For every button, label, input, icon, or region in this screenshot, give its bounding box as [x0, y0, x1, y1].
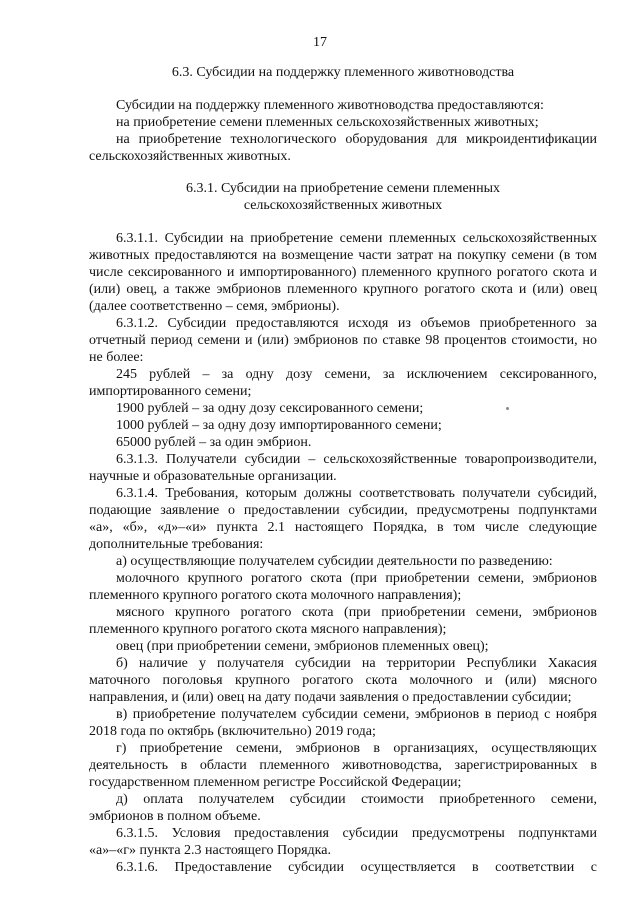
body-line: 6.3.1.6. Предоставление субсидии осуществляется в соответствии с: [116, 860, 597, 875]
body-line: маточного поголовья крупного рогатого скота молочного и (или) мясного: [89, 673, 597, 688]
body-line: подающие заявление о предоставлении субсидии, предусмотрены подпунктами: [89, 503, 597, 518]
body-line: мясного крупного рогатого скота (при приобретении семени, эмбрионов: [116, 605, 597, 620]
intro-line: на приобретение технологического оборудования для микроидентификации: [116, 132, 597, 147]
body-line: 1900 рублей – за одну дозу сексированного семени;: [116, 401, 424, 416]
body-line: деятельность в области племенного животноводства, зарегистрированных в: [89, 758, 597, 773]
body-line: направления, и (или) овец на дату подачи заявления о предоставлении субсидии;: [89, 690, 572, 705]
body-line: б) наличие у получателя субсидии на территории Республики Хакасия: [116, 656, 597, 671]
intro-line: сельскохозяйственных животных.: [89, 149, 291, 164]
body-line: 1000 рублей – за одну дозу импортированного семени;: [116, 418, 442, 433]
body-line: молочного крупного рогатого скота (при приобретении семени, эмбрионов: [116, 571, 597, 586]
body-line: числе сексированного и импортированного) племенного крупного рогатого скота и: [89, 265, 597, 280]
body-line: а) осуществляющие получателем субсидии деятельности по разведению:: [116, 554, 553, 569]
body-line: эмбрионов в полном объеме.: [89, 809, 261, 824]
body-line: государственном племенном регистре Российской Федерации;: [89, 775, 462, 790]
page-number: 17: [313, 35, 327, 50]
body-line: овец (при приобретении семени, эмбрионов племенных овец);: [116, 639, 489, 654]
body-line: дополнительные требования:: [89, 537, 264, 552]
subsection-title: сельскохозяйственных животных: [243, 198, 443, 213]
body-line: племенного крупного рогатого скота молочного направления);: [89, 588, 462, 603]
body-line: 2018 года по октябрь (включительно) 2019 года;: [89, 724, 376, 739]
subsection-title: 6.3.1. Субсидии на приобретение семени племенных: [185, 181, 501, 196]
body-line: в) приобретение получателем субсидии семени, эмбрионов в период с ноября: [116, 707, 597, 722]
body-line: 6.3.1.2. Субсидии предоставляются исходя из объемов приобретенного за: [116, 316, 597, 331]
body-line: 6.3.1.4. Требования, которым должны соответствовать получатели субсидий,: [116, 486, 597, 501]
body-line: «а»–«г» пункта 2.3 настоящего Порядка.: [89, 843, 331, 858]
body-line: (далее соответственно – семя, эмбрионы).: [89, 299, 340, 314]
body-line: импортированного семени;: [89, 384, 252, 399]
body-line: 65000 рублей – за один эмбрион.: [116, 435, 312, 450]
body-line: 6.3.1.5. Условия предоставления субсидии предусмотрены подпунктами: [116, 826, 597, 841]
body-line: научные и образовательные организации.: [89, 469, 337, 484]
body-line: д) оплата получателем субсидии стоимости приобретенного семени,: [116, 792, 597, 807]
body-line: не более:: [89, 350, 144, 365]
intro-line: на приобретение семени племенных сельскохозяйственных животных;: [116, 115, 539, 130]
body-line: 245 рублей – за одну дозу семени, за исключением сексированного,: [116, 367, 597, 382]
body-line: животных предоставляются на возмещение части затрат на покупку семени (в том: [89, 248, 597, 263]
body-line: (или) овец, а также эмбрионов племенного крупного рогатого скота и (или) овец: [89, 282, 597, 297]
body-line: «а», «б», «д»–«и» пункта 2.1 настоящего Порядка, в том числе следующие: [89, 520, 597, 535]
body-line: племенного крупного рогатого скота мясного направления);: [89, 622, 447, 637]
body-line: отчетный период семени и (или) эмбрионов по ставке 98 процентов стоимости, но: [89, 333, 597, 348]
intro-line: Субсидии на поддержку племенного животноводства предоставляются:: [116, 98, 544, 113]
section-title: 6.3. Субсидии на поддержку племенного животноводства: [171, 65, 515, 80]
body-line: г) приобретение семени, эмбрионов в организациях, осуществляющих: [116, 741, 597, 756]
body-line: 6.3.1.1. Субсидии на приобретение семени племенных сельскохозяйственных: [116, 231, 597, 246]
scan-speck: [506, 407, 509, 410]
body-line: 6.3.1.3. Получатели субсидии – сельскохозяйственные товаропроизводители,: [116, 452, 597, 467]
